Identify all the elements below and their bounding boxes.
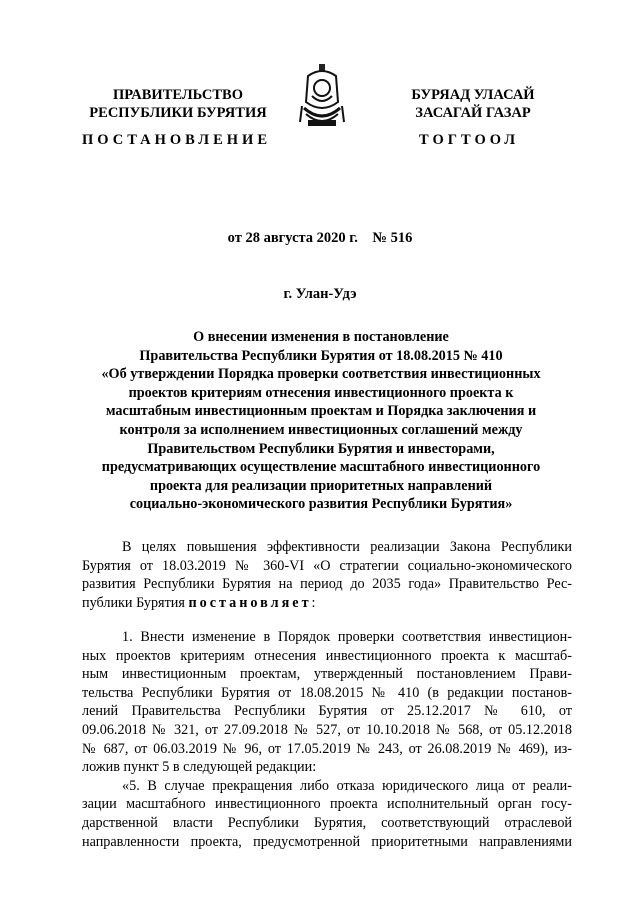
paragraph-line bbox=[82, 594, 572, 613]
city: г. Улан-Удэ bbox=[283, 286, 357, 302]
paragraph-line: Бурятия от 18.03.2019 № 360-VI «О стратегии социально-экономического bbox=[82, 557, 572, 574]
title-line: проекта для реализации приоритетных направлений bbox=[149, 477, 493, 494]
title-line: масштабным инвестиционным проектам и Порядка заключения и bbox=[105, 403, 537, 420]
doctype-buryat: ТОГТООЛ bbox=[419, 132, 520, 148]
document-title bbox=[82, 328, 560, 514]
title-line: предусматривающих осуществление масштабного инвестиционного bbox=[101, 459, 541, 476]
paragraph-line: 1. Внести изменение в Порядок проверки соответствия инвестицион- bbox=[122, 629, 572, 645]
title-line: проектов критериям отнесения инвестиционного проекта к bbox=[128, 384, 514, 401]
paragraph-line: «5. В случае прекращения либо отказа юридического лица от реали- bbox=[122, 777, 572, 794]
paragraph-line: направленности проекта, предусмотренной приоритетными направлениями bbox=[82, 833, 572, 850]
paragraph-line: 09.06.2018 № 321, от 27.09.2018 № 527, от 10.10.2018 № 568, от 05.12.2018 bbox=[82, 721, 572, 738]
paragraph-text: публики Бурятия bbox=[82, 594, 189, 611]
paragraph-line: ложив пункт 5 в следующей редакции: bbox=[82, 759, 317, 776]
doctype-russian: ПОСТАНОВЛЕНИЕ bbox=[82, 132, 272, 148]
header-right-line1: БУРЯАД УЛАСАЙ bbox=[411, 87, 535, 103]
title-line: Правительством Республики Бурятия и инвесторами, bbox=[147, 440, 495, 457]
header-left-line1: ПРАВИТЕЛЬСТВО bbox=[113, 87, 243, 103]
paragraph-line: № 687, от 06.03.2019 № 96, от 17.05.2019 № 243, от 26.08.2019 № 469), из- bbox=[82, 740, 572, 757]
title-line: О внесении изменения в постановление bbox=[193, 329, 449, 345]
paragraph-line: В целях повышения эффективности реализации Закона Республики bbox=[122, 539, 572, 555]
resolution-keyword: постановляет bbox=[188, 594, 312, 611]
paragraph-line: лений Правительства Республики Бурятия от 25.12.2017 № 610, от bbox=[82, 703, 572, 720]
paragraph-line: зации масштабного инвестиционного проекта исполнительный орган госу- bbox=[82, 796, 572, 813]
header-right-line2: ЗАСАГАЙ ГАЗАР bbox=[415, 105, 531, 121]
preamble-paragraph bbox=[82, 538, 572, 612]
government-name-russian bbox=[88, 86, 268, 122]
title-line: Правительства Республики Бурятия от 18.08.2015 № 410 bbox=[139, 347, 503, 364]
paragraph-text: : bbox=[311, 594, 316, 611]
title-line: «Об утверждении Порядка проверки соответствия инвестиционных bbox=[101, 366, 541, 383]
paragraph-line: ных проектов критериям отнесения инвестиционного проекта к масштаб- bbox=[82, 647, 572, 664]
date-and-number: от 28 августа 2020 г. № 516 bbox=[227, 230, 413, 246]
paragraph-line: дарственной власти Республики Бурятия, соответствующий отраслевой bbox=[82, 814, 572, 831]
paragraph-line: ным инвестиционным проектам, утвержденный постановлением Прави- bbox=[82, 666, 572, 683]
title-line: контроля за исполнением инвестиционных соглашений между bbox=[119, 421, 523, 438]
paragraph-line: тельства Республики Бурятия от 18.08.2015 № 410 (в редакции постанов- bbox=[82, 684, 572, 701]
header-left-line2: РЕСПУБЛИКИ БУРЯТИЯ bbox=[89, 105, 267, 121]
paragraph-line: развития Республики Бурятия на период до 2035 года» Правительство Рес- bbox=[82, 576, 572, 593]
clause-1-paragraph bbox=[82, 628, 572, 851]
title-line: социально-экономического развития Республики Бурятия» bbox=[129, 496, 513, 513]
republic-of-buryatia-coat-of-arms-icon bbox=[298, 62, 346, 134]
government-name-buryat bbox=[398, 86, 548, 122]
